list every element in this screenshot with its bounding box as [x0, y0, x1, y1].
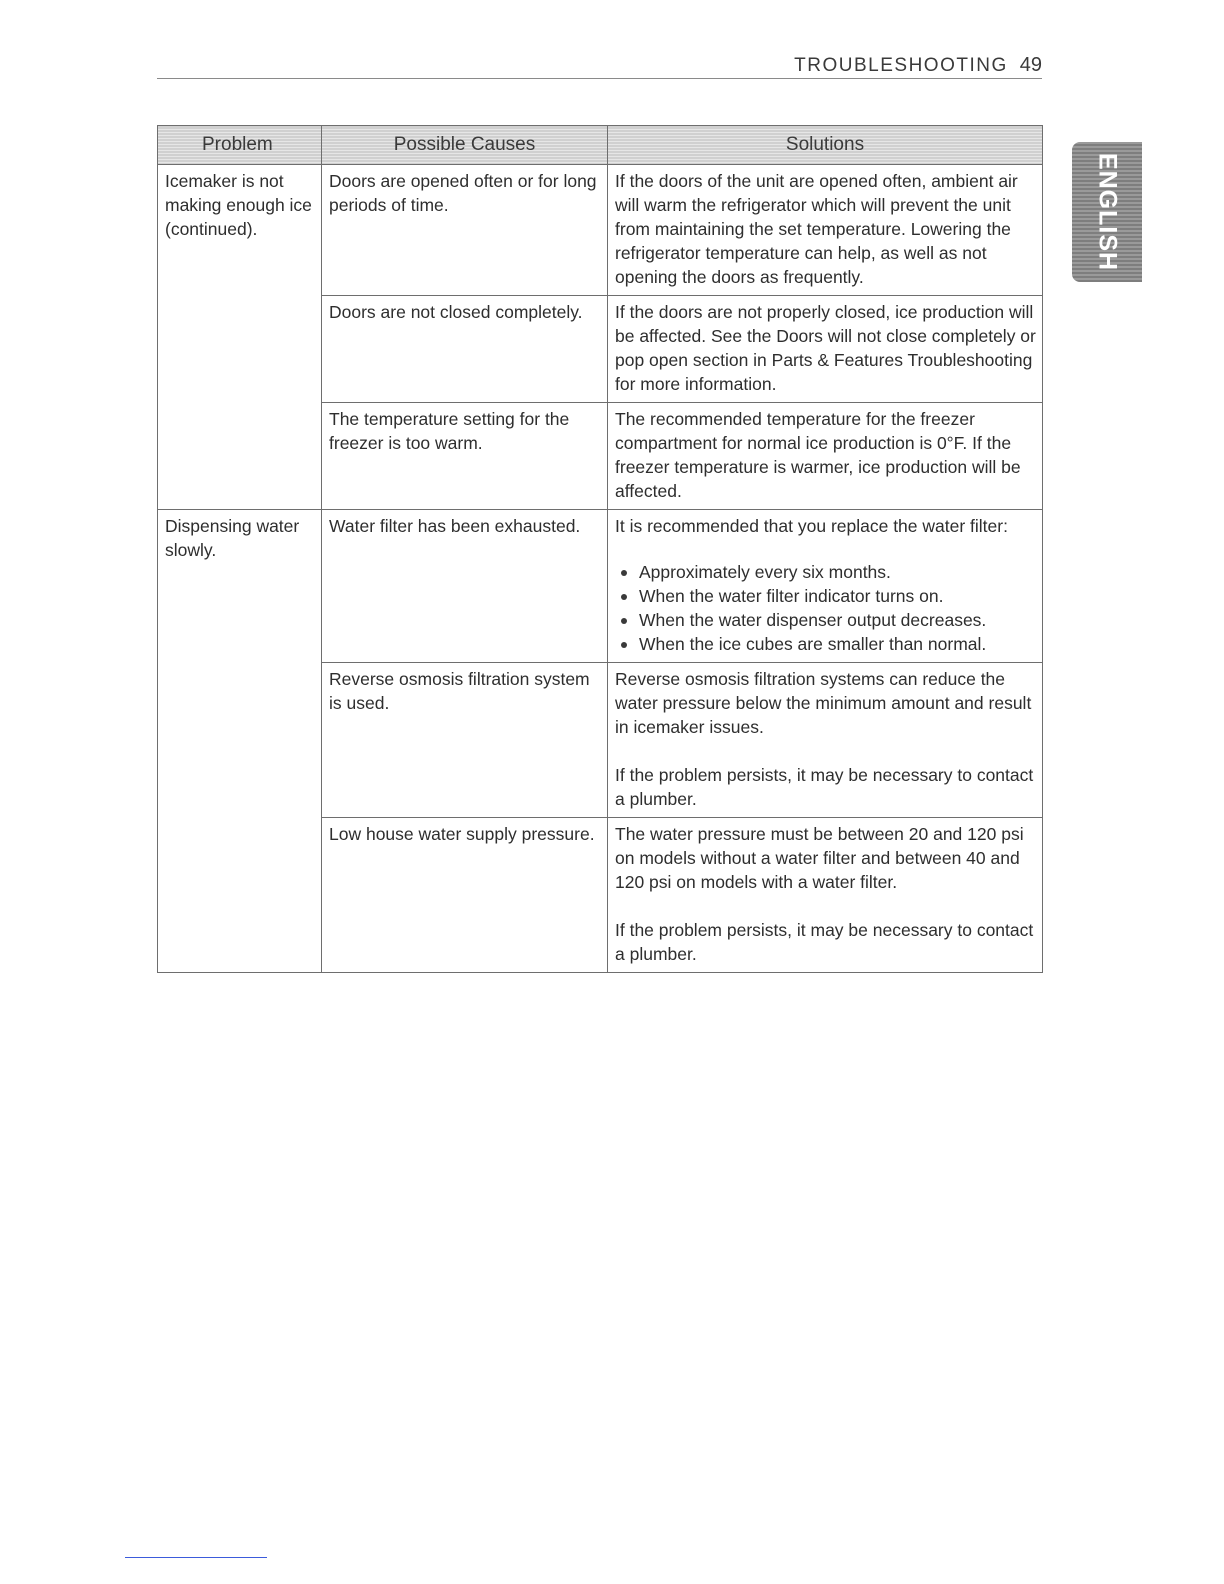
solution-cell [608, 296, 1043, 403]
solution-text: It is recommended that you replace the water filter: [615, 516, 1008, 536]
language-tab-label: ENGLISH [1093, 152, 1122, 272]
column-header-solutions: Solutions [608, 126, 1043, 165]
table-row [158, 165, 1043, 296]
cause-cell: Doors are not closed completely. [322, 296, 608, 403]
language-tab [1072, 142, 1142, 282]
solution-cell [608, 663, 1043, 818]
table-row [158, 510, 1043, 663]
cause-cell: Water filter has been exhausted. [322, 510, 608, 663]
footer-divider [125, 1557, 267, 1558]
list-item: When the water filter indicator turns on. [619, 584, 1036, 608]
solution-text: Reverse osmosis filtration systems can reduce the water pressure below the minimum amount and result in icemaker issues. [615, 669, 1032, 737]
bullet-list [615, 560, 1036, 656]
solution-text: If the problem persists, it may be necessary to contact a plumber. [615, 920, 1034, 964]
list-item: When the water dispenser output decreases. [619, 608, 1036, 632]
solution-cell [608, 818, 1043, 973]
solution-text: If the problem persists, it may be necessary to contact a plumber. [615, 765, 1034, 809]
cause-cell: Doors are opened often or for long periods of time. [322, 165, 608, 296]
troubleshooting-table [157, 125, 1043, 973]
problem-cell: Icemaker is not making enough ice (continued). [158, 165, 322, 510]
solution-text: The recommended temperature for the freezer compartment for normal ice production is 0°F. If the freezer temperature is warmer, ice production will be affected. [615, 409, 1021, 501]
list-item: When the ice cubes are smaller than normal. [619, 632, 1036, 656]
problem-cell: Dispensing water slowly. [158, 510, 322, 973]
table-header-row [158, 126, 1043, 165]
solution-text: If the doors are not properly closed, ice production will be affected. See the Doors will not close completely or pop open section in Parts & Features Troubleshooting for more information. [615, 302, 1036, 394]
section-title: TROUBLESHOOTING [794, 55, 1008, 76]
page-number: 49 [1019, 54, 1042, 76]
solution-cell [608, 403, 1043, 510]
cause-cell: Low house water supply pressure. [322, 818, 608, 973]
solution-text: The water pressure must be between 20 and 120 psi on models without a water filter and between 40 and 120 psi on models with a water filter. [615, 824, 1024, 892]
solution-text: If the doors of the unit are opened often, ambient air will warm the refrigerator which will prevent the unit from maintaining the set temperature. Lowering the refrigerator temperature can help, as well as not opening the doors as frequently. [615, 171, 1018, 287]
solution-cell [608, 510, 1043, 663]
column-header-problem: Problem [158, 126, 322, 165]
cause-cell: Reverse osmosis filtration system is used. [322, 663, 608, 818]
solution-cell [608, 165, 1043, 296]
list-item: Approximately every six months. [619, 560, 1036, 584]
cause-cell: The temperature setting for the freezer is too warm. [322, 403, 608, 510]
column-header-causes: Possible Causes [322, 126, 608, 165]
page-header [157, 54, 1042, 79]
